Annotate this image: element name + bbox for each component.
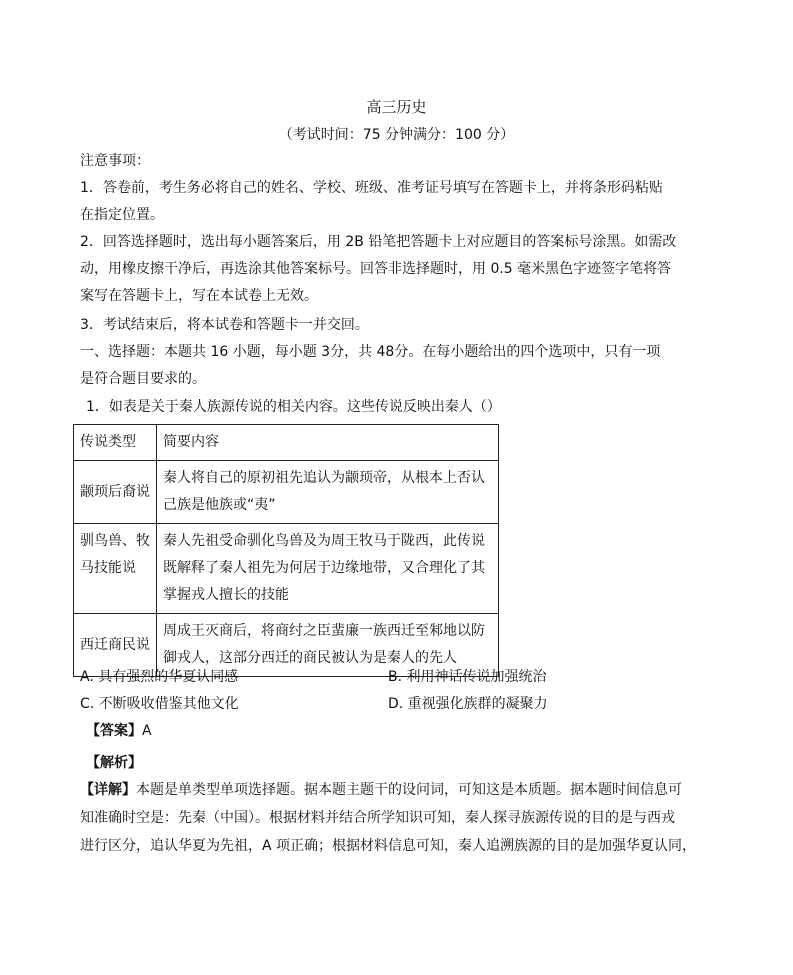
option-b: B. 利用神话传说加强统治 (388, 669, 547, 685)
answer-line (86, 721, 152, 741)
table-header-type: 传说类型 (74, 425, 157, 461)
notice-heading: 注意事项： (80, 153, 150, 169)
table-cell-type: 驯鸟兽、牧马技能说 (74, 524, 157, 614)
detail-label: 【详解】 (80, 782, 136, 798)
notice-line-4: 动，用橡皮擦干净后，再选涂其他答案标号。回答非选择题时，用 0.5 毫米黑色字迹签字笔将答 (80, 261, 672, 277)
answer-value: A (142, 723, 152, 739)
table-cell-content: 秦人将自己的原初祖先追认为颛顼帝，从根本上否认己族是他族或“夷” (157, 461, 499, 524)
question-stem: 1．如表是关于秦人族源传说的相关内容。这些传说反映出秦人（） (86, 399, 501, 415)
notice-line-6: 3．考试结束后，将本试卷和答题卡一并交回。 (80, 317, 369, 333)
analysis-label: 【解析】 (86, 755, 142, 771)
detail-line-3: 进行区分，追认华夏为先祖，A 项正确；根据材料信息可知，秦人追溯族源的目的是加强华夏认同， (80, 838, 697, 854)
table-cell-content: 秦人先祖受命驯化鸟兽及为周王牧马于陇西，此传说既解释了秦人祖先为何居于边缘地带，又合理化了其掌握戎人擅长的技能 (157, 524, 499, 614)
option-d: D. 重视强化族群的凝聚力 (388, 696, 548, 712)
notice-line-1: 1．答卷前，考生务必将自己的姓名、学校、班级、准考证号填写在答题卡上，并将条形码粘贴 (80, 180, 663, 196)
table-cell-content: 周成王灭商后，将商纣之臣蜚廉一族西迁至邾地以防御戎人，这部分西迁的商民被认为是秦人的先人 (157, 614, 499, 677)
exam-title: 高三历史 (366, 98, 427, 116)
table-header-content: 简要内容 (157, 425, 499, 461)
table-row (74, 524, 499, 614)
answer-label: 【答案】 (86, 723, 142, 739)
section-instruction-line-1: 一、选择题：本题共 16 小题，每小题 3分，共 48分。在每小题给出的四个选项中，只有一项 (80, 344, 661, 360)
section-instruction-line-2: 是符合题目要求的。 (80, 371, 206, 387)
detail-line-2: 知准确时空是：先秦（中国）。根据材料并结合所学知识可知，秦人探寻族源传说的目的是与西戎 (80, 810, 675, 826)
notice-line-5: 案写在答题卡上，写在本试卷上无效。 (80, 288, 318, 304)
detail-text-1: 本题是单类型单项选择题。据本题主题干的设问词，可知这是本质题。据本题时间信息可 (136, 782, 682, 798)
table-header-row (74, 425, 499, 461)
table-cell-type: 颛顼后裔说 (74, 461, 157, 524)
legend-table (73, 424, 499, 677)
detail-line-1 (80, 780, 682, 800)
option-a: A. 具有强烈的华夏认同感 (80, 669, 239, 685)
notice-line-2: 在指定位置。 (80, 207, 164, 223)
table-row (74, 461, 499, 524)
table-cell-type: 西迁商民说 (74, 614, 157, 677)
exam-subtitle: （考试时间：75 分钟满分：100 分） (278, 127, 515, 143)
notice-line-3: 2．回答选择题时，选出每小题答案后，用 2B 铅笔把答题卡上对应题目的答案标号涂黑。如需改 (80, 234, 677, 250)
option-c: C. 不断吸收借鉴其他文化 (80, 696, 239, 712)
